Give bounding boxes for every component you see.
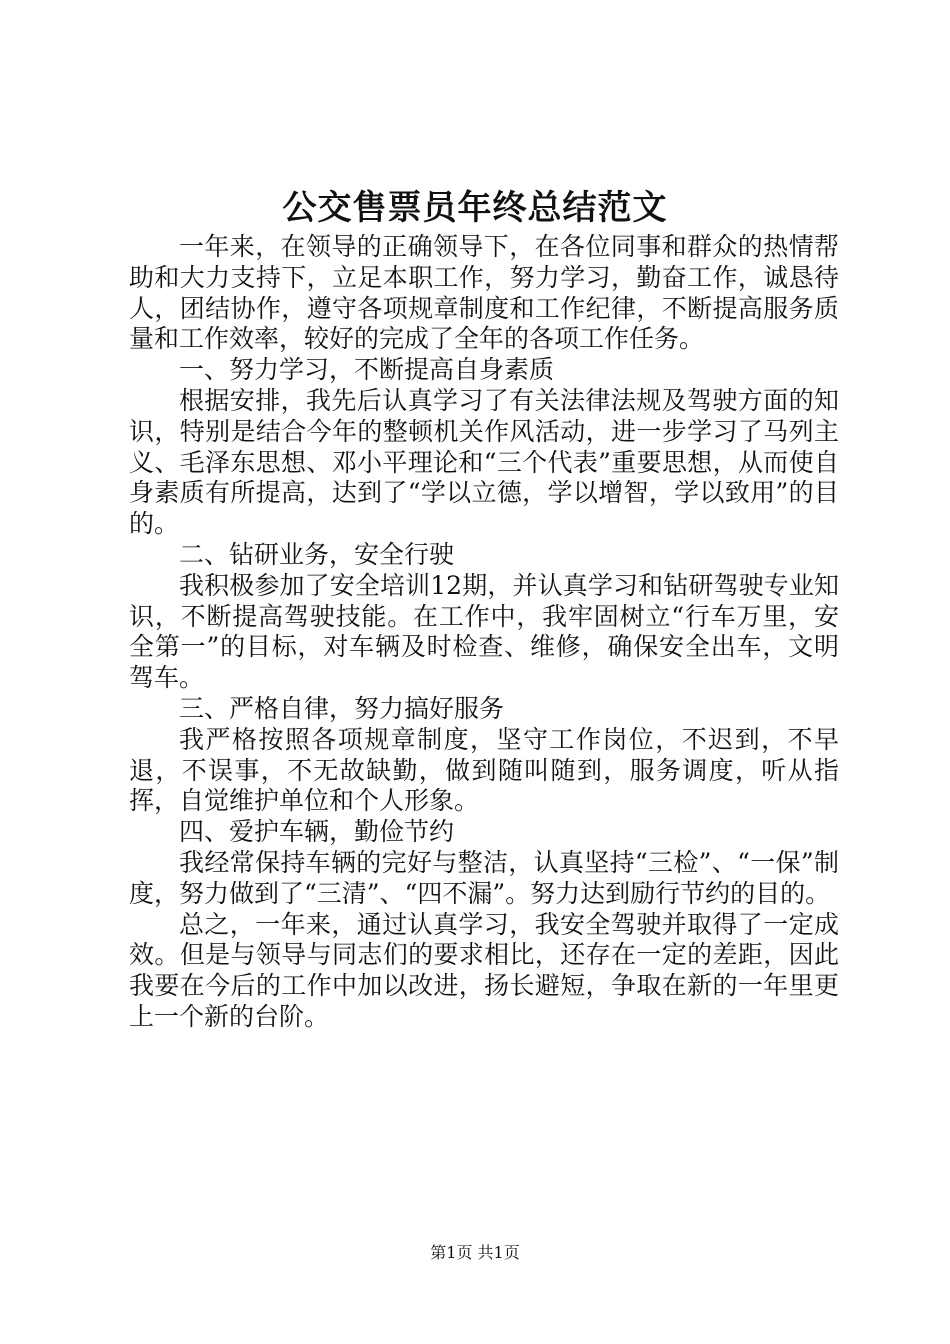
- section-heading-3: 三、严格自律，努力搞好服务: [179, 693, 505, 723]
- section-paragraph-1: 根据安排，我先后认真学习了有关法律法规及驾驶方面的知识，特别是结合今年的整顿机关作风活动，进一步学习了马列主义、毛泽东思想、邓小平理论和“三个代表”重要思想，从而使自身素质有所提高，达到了“学以立德，学以增智，学以致用”的目的。: [129, 385, 839, 539]
- section-paragraph-3: 我严格按照各项规章制度，坚守工作岗位，不迟到，不早退，不误事，不无故缺勤，做到随叫随到，服务调度，听从指挥，自觉维护单位和个人形象。: [129, 724, 839, 816]
- conclusion-paragraph: 总之，一年来，通过认真学习，我安全驾驶并取得了一定成效。但是与领导与同志们的要求相比，还存在一定的差距，因此我要在今后的工作中加以改进，扬长避短，争取在新的一年里更上一个新的台阶。: [129, 909, 839, 1031]
- section-paragraph-2: 我积极参加了安全培训12期，并认真学习和钻研驾驶专业知识，不断提高驾驶技能。在工作中，我牢固树立“行车万里，安全第一”的目标，对车辆及时检查、维修，确保安全出车，文明驾车。: [129, 570, 839, 693]
- page-number-footer: 第1页 共1页: [430, 1243, 520, 1262]
- document-title: 公交售票员年终总结范文: [282, 188, 668, 228]
- intro-paragraph: 一年来，在领导的正确领导下，在各位同事和群众的热情帮助和大力支持下，立足本职工作，努力学习，勤奋工作，诚恳待人，团结协作，遵守各项规章制度和工作纪律，不断提高服务质量和工作效率，较好的完成了全年的各项工作任务。: [129, 232, 839, 354]
- section-paragraph-4: 我经常保持车辆的完好与整洁，认真坚持“三检”、“一保”制度，努力做到了“三清”、“四不漏”。努力达到励行节约的目的。: [129, 847, 839, 908]
- section-heading-4: 四、爱护车辆，勤俭节约: [179, 817, 455, 847]
- document-body: [129, 232, 839, 1033]
- section-heading-1: 一、努力学习，不断提高自身素质: [179, 355, 555, 385]
- section-heading-2: 二、钻研业务，安全行驶: [179, 539, 455, 569]
